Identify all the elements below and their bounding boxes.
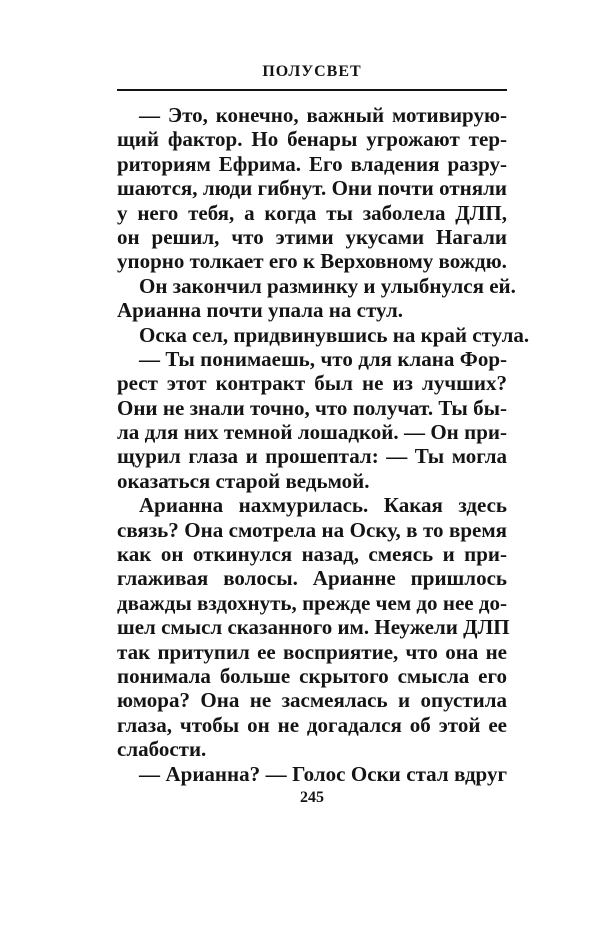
text-line: риториям Ефрима. Его владения разру- (117, 151, 507, 176)
body-text (117, 103, 530, 786)
text-line: юмора? Она не засмеялась и опустила (117, 688, 507, 713)
text-line: связь? Она смотрела на Оску, в то время (117, 517, 507, 542)
text-line: он решил, что этими укусами Нагали (117, 224, 507, 249)
text-line: рест этот контракт был не из лучших? (117, 371, 507, 396)
text-line: так притупил ее восприятие, что она не (117, 639, 507, 664)
text-line: ла для них темной лошадкой. — Он при- (117, 420, 507, 445)
text-line: шел смысл сказанного им. Неужели ДЛП (117, 615, 510, 640)
text-line: — Ты понимаешь, что для клана Фор- (139, 346, 507, 371)
text-line: Они не знали точно, что получат. Ты бы- (117, 395, 507, 420)
text-line: — Арианна? — Голос Оски стал вдруг (139, 761, 507, 786)
text-line: как он откинулся назад, смеясь и при- (117, 542, 507, 567)
text-line: Арианна почти упала на стул. (117, 298, 403, 323)
page-number: 245 (300, 789, 324, 806)
text-line: Он закончил разминку и улыбнулся ей. (139, 273, 516, 298)
text-line: щий фактор. Но бенары угрожают тер- (117, 127, 507, 152)
text-line: оказаться старой ведьмой. (117, 468, 370, 493)
text-line: упорно толкает его к Верховному вождю. (117, 249, 507, 274)
text-line: шаются, люди гибнут. Они почти отняли (117, 176, 507, 201)
text-line: дважды вздохнуть, прежде чем до нее до- (117, 590, 507, 615)
text-line: — Это, конечно, важный мотивирую- (139, 103, 507, 127)
text-line: понимала больше скрытого смысла его (117, 663, 507, 688)
text-line: глаза, чтобы он не догадался об этой ее (117, 712, 507, 737)
text-line: Арианна нахмурилась. Какая здесь (139, 493, 507, 518)
text-line: Оска сел, придвинувшись на край стула. (139, 322, 530, 347)
text-line: глаживая волосы. Арианне пришлось (117, 566, 507, 591)
header-rule (117, 89, 507, 91)
text-line: слабости. (117, 737, 207, 762)
running-head: ПОЛУСВЕТ (262, 63, 362, 80)
text-line: щурил глаза и прошептал: — Ты могла (117, 444, 507, 469)
text-line: у него тебя, а когда ты заболела ДЛП, (117, 200, 507, 225)
